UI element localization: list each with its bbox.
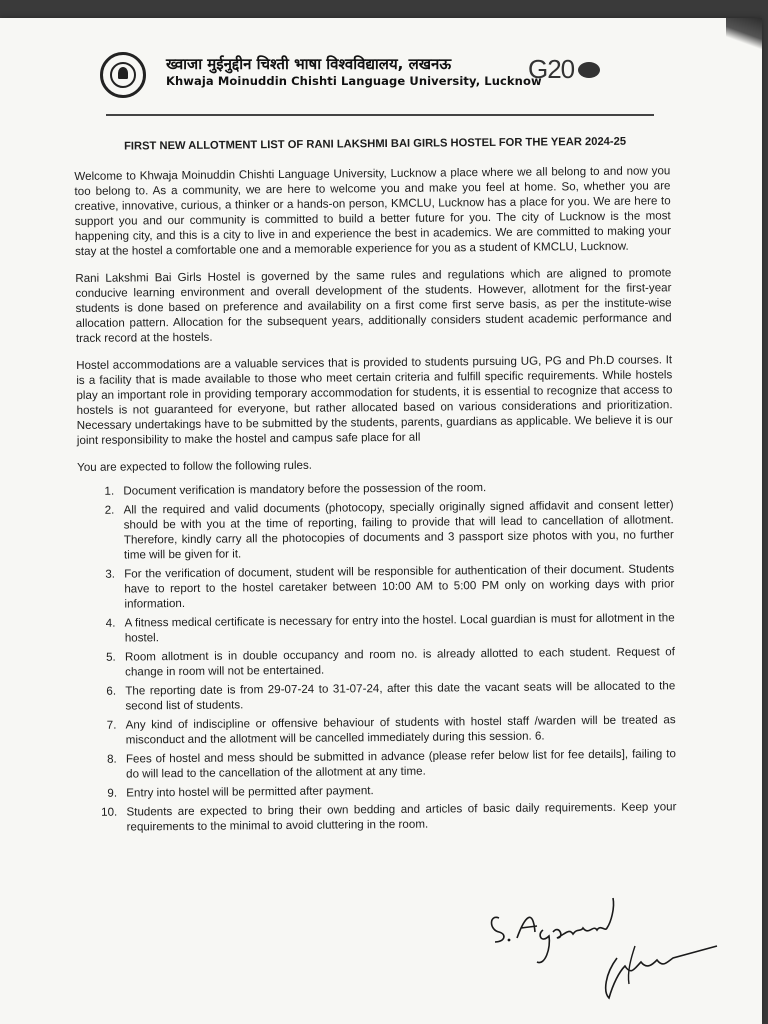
rule-item: 7. Any kind of indiscipline or offensive behaviour of students with hostel staff /warden will be treated as misconduct and the allotment will be cancelled immediately during this session. 6. [120, 712, 676, 747]
rule-item: 8. Fees of hostel and mess should be submitted in advance (please refer below list for fee details], failing to do will lead to the cancellation of the allotment at any time. [120, 746, 676, 781]
letterhead [100, 52, 620, 104]
document-body [74, 134, 677, 839]
paragraph-governance: Rani Lakshmi Bai Girls Hostel is governed by the same rules and regulations which are aligned to promote conducive learning environment and overall development of the students. However, allotment for the first-year students is done based on preference and availability on a first come first serve basis, as per the institute-wise allocation pattern. Allocation for the subsequent years, additionally considers student academic performance and track record at the hostels. [75, 266, 672, 345]
handwritten-signatures [485, 888, 725, 1008]
signature-drawing [485, 888, 725, 1008]
rule-item: 6. The reporting date is from 29-07-24 to 31-07-24, after this date the vacant seats will be allocated to the second list of students. [119, 678, 675, 713]
university-name-hindi: ख्वाजा मुईनुद्दीन चिश्ती भाषा विश्वविद्यालय, लखनऊ [166, 55, 452, 73]
paragraph-welcome: Welcome to Khwaja Moinuddin Chishti Language University, Lucknow a place where we all belong to and now you too belong to. As a community, we are here to welcome you and make you feel at home. So, whether you are creative, innovative, curious, a thinker or a hands-on person, KMCLU, Lucknow has a place for you. We are here to support you and our community is committed to build a better future for you. The city of Lucknow is the most happening city, and this is a city to live in and experience the best in academics. We are committed to making your stay at the hostel a comfortable one and a memorable experience for you as a student of KMCLU, Lucknow. [74, 164, 671, 258]
rule-item: 1. Document verification is mandatory before the possession of the room. [117, 478, 673, 498]
university-seal-icon [100, 52, 146, 98]
rule-item: 9. Entry into hostel will be permitted after payment. [120, 780, 676, 800]
rule-item: 10. Students are expected to bring their own bedding and articles of basic daily requirements. Keep your requirements to the minimal to avoid cluttering in the room. [120, 799, 676, 834]
g20-globe-icon [578, 62, 600, 78]
rule-item: 5. Room allotment is in double occupancy and room no. is already allotted to each student. Request of change in room will not be entertained. [119, 644, 675, 679]
g20-logo-icon: G20 [528, 54, 575, 84]
rule-item: 3. For the verification of document, student will be responsible for authentication of their document. Students have to report to the hostel caretaker between 10:00 AM to 5:00 PM only on working days with prior information. [118, 561, 674, 611]
rule-item: 2. All the required and valid documents (photocopy, specially originally signed affidavit and consent letter) should be with you at the time of reporting, failing to provide that will lead to cancellation of allotment. Therefore, kindly carry all the photocopies of documents and 3 passport size photos with you, no further time will be given for it. [117, 497, 674, 562]
header-divider [106, 114, 654, 116]
document-page [0, 18, 762, 1024]
university-name-english: Khwaja Moinuddin Chishti Language University, Lucknow [166, 74, 542, 88]
rule-item: 4. A fitness medical certificate is necessary for entry into the hostel. Local guardian is must for allotment in the hostel. [119, 610, 675, 645]
folded-corner [726, 18, 762, 58]
rules-intro: You are expected to follow the following rules. [77, 458, 313, 474]
paragraph-accommodation: Hostel accommodations are a valuable services that is provided to students pursuing UG, PG and Ph.D courses. It is a facility that is made available to those who meet certain criteria and fulfill specific requirements. While hostels play an important role in providing temporary accommodation for students, it is essential to recognize that access to hostels is not guaranteed for everyone, but rather allocated based on various considerations and prioritization. Necessary undertakings have to be submitted by the students, parents, guardians as applicable. We believe it is our joint responsibility to make the hostel and campus safe place for all [76, 353, 673, 447]
rules-list [77, 478, 676, 835]
document-title: FIRST NEW ALLOTMENT LIST OF RANI LAKSHMI BAI GIRLS HOSTEL FOR THE YEAR 2024-25 [123, 135, 627, 153]
